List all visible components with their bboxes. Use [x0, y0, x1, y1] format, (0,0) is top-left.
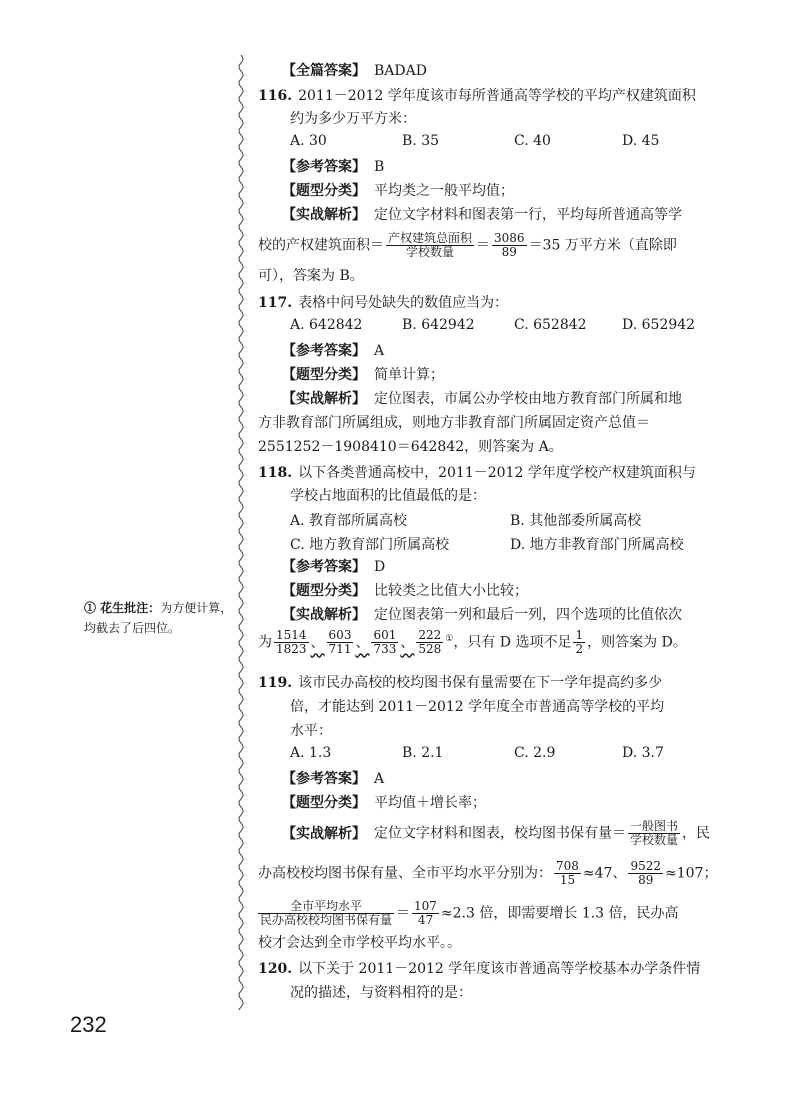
q117-option-c: C. 652842	[514, 317, 587, 333]
q118-answer	[282, 556, 385, 578]
q116-text: 2011－2012 学年度该市每所普通高等学校的平均产权建筑面积	[298, 88, 696, 104]
q116-answer-tag: 【参考答案】	[282, 159, 366, 175]
q119-option-c: C. 2.9	[514, 745, 556, 761]
q119-stem-line3: 水平：	[290, 723, 332, 739]
q118-analysis-pre: 为	[258, 634, 272, 651]
q118-type	[282, 580, 528, 602]
q116-type	[282, 180, 514, 202]
q117-analysis-line3: 2551252－1908410＝642842，则答案为 A。	[258, 439, 563, 455]
q119-fraction-city	[628, 860, 663, 887]
q119-answer	[282, 768, 384, 790]
q117-option-d: D. 652942	[622, 317, 696, 333]
fraction-denominator: 47	[417, 913, 434, 927]
fraction-denominator: 2	[575, 642, 584, 657]
q118-stem-line1	[258, 462, 696, 484]
q119-analysis-line4: 校才会达到全市学校平均水平。。	[258, 935, 461, 951]
q119-stem-line2: 倍，才能达到 2011－2012 学年度全市普通高等学校的平均	[290, 699, 665, 715]
q119-stem-line1	[258, 672, 662, 694]
q116-fraction-value	[492, 232, 527, 259]
q116-fraction-area	[386, 232, 474, 259]
fraction-denominator: 733	[373, 642, 397, 657]
q116-option-b: B. 35	[402, 133, 440, 149]
fraction-numerator: 222	[418, 628, 442, 643]
q118-ratio-list	[272, 628, 445, 657]
footnote-mark: ①	[445, 634, 454, 644]
q119-type-value: 平均值＋增长率；	[374, 795, 486, 811]
q118-number: 118.	[258, 465, 293, 481]
q119-number: 119.	[258, 675, 293, 691]
q118-option-c: C. 地方教育部门所属高校	[290, 537, 450, 553]
fraction-denominator: 89	[638, 873, 654, 887]
fraction-numerator: 全市平均水平	[258, 900, 394, 914]
q116-analysis-pre: 校的产权建筑面积＝	[258, 237, 384, 254]
q119-analysis-line3	[256, 900, 679, 927]
separator: 、	[310, 634, 325, 651]
q119-fraction-books	[628, 820, 680, 847]
q116-answer-value: B	[374, 159, 385, 175]
q119-analysis-line1	[282, 820, 710, 847]
q118-fraction-half	[573, 629, 585, 656]
q118-type-tag: 【题型分类】	[282, 583, 366, 599]
q119-option-d: D. 3.7	[622, 745, 664, 761]
q118-analysis-mid: ，只有 D 选项不足	[453, 634, 572, 651]
fraction-denominator: 711	[328, 642, 352, 657]
q119-answer-tag: 【参考答案】	[282, 771, 366, 787]
q116-stem-line1	[258, 85, 696, 107]
q119-analysis-mid: ≈47、	[582, 865, 627, 882]
page-number: 232	[70, 1012, 107, 1037]
q118-fraction-4	[416, 629, 443, 656]
q116-option-d: D. 45	[622, 133, 660, 149]
fraction-denominator: 89	[501, 245, 517, 259]
wavy-divider-line	[236, 55, 246, 1010]
fraction-numerator: 107	[414, 899, 437, 913]
q118-fraction-2	[327, 629, 354, 656]
q118-analysis-line1	[282, 604, 682, 626]
fraction-denominator: 1823	[276, 642, 307, 657]
q118-option-d: D. 地方非教育部门所属高校	[510, 537, 684, 553]
q119-fraction-ratio	[258, 900, 394, 927]
q118-analysis-text: 定位图表第一列和最后一列，四个选项的比值依次	[374, 607, 682, 623]
q120-number: 120.	[258, 961, 293, 977]
q116-analysis-line1	[282, 204, 682, 226]
q117-option-b: B. 642942	[402, 317, 475, 333]
q116-analysis-line2: 校的产权建筑面积＝ $\frac{\text{产权建筑总面积}}{\text{学校数量}}$ ＝ $\frac{3086}{89}$ ＝35 万平方米（直除即	[258, 231, 677, 259]
equals-sign: ＝	[396, 905, 411, 922]
q116-analysis-post: ＝35 万平方米（直除即	[528, 237, 677, 254]
q118-answer-value: D	[374, 559, 386, 575]
q119-option-a: A. 1.3	[290, 745, 332, 761]
q118-fraction-1	[274, 629, 309, 656]
q119-option-b: B. 2.1	[402, 745, 444, 761]
q119-analysis-line2	[258, 860, 717, 887]
q119-answer-value: A	[374, 771, 385, 787]
fraction-numerator: 产权建筑总面积	[388, 231, 473, 245]
fraction-numerator: 1	[575, 628, 584, 643]
q118-type-value: 比较类之比值大小比较；	[374, 583, 528, 599]
q118-stem-line2: 学校占地面积的比值最低的是：	[290, 488, 486, 504]
q119-analysis-pre: 定位文字材料和图表，校均图书保有量＝	[374, 825, 626, 842]
q116-option-a: A. 30	[290, 133, 327, 149]
fraction-denominator: 528	[418, 642, 442, 657]
q116-number: 116.	[258, 88, 293, 104]
fraction-denominator: 学校数量	[630, 833, 679, 847]
separator: 、	[400, 634, 415, 651]
q120-stem-line1	[258, 958, 700, 980]
q117-type	[282, 364, 444, 386]
q118-analysis-line2	[258, 628, 687, 656]
q117-option-a: A. 642842	[290, 317, 363, 333]
fraction-numerator: 一般图书	[630, 819, 679, 833]
q116-option-c: C. 40	[514, 133, 551, 149]
fraction-numerator: 1514	[276, 628, 307, 643]
q119-fraction-result	[412, 900, 439, 927]
q119-text: 该市民办高校的校均图书保有量需要在下一学年提高约多少	[298, 675, 663, 691]
q119-type-tag: 【题型分类】	[282, 795, 366, 811]
q116-analysis-text: 定位文字材料和图表第一行，平均每所普通高等学	[374, 207, 682, 223]
q117-number: 117.	[258, 295, 293, 311]
q119-analysis-pre2: 办高校校均图书保有量、全市平均水平分别为：	[258, 865, 552, 882]
q117-answer-tag: 【参考答案】	[282, 343, 366, 359]
q118-text: 以下各类普通高校中，2011－2012 学年度学校产权建筑面积与	[298, 465, 696, 481]
q117-answer	[282, 340, 384, 362]
side-note	[84, 598, 234, 638]
full-answer-value: BADAD	[374, 63, 427, 79]
q116-stem-line2: 约为多少万平方米：	[290, 111, 416, 127]
q117-type-value: 简单计算；	[374, 367, 444, 383]
q118-analysis-tag: 【实战解析】	[282, 607, 366, 623]
q118-analysis-post: ，则答案为 D。	[587, 634, 687, 651]
q117-type-tag: 【题型分类】	[282, 367, 366, 383]
q116-type-tag: 【题型分类】	[282, 183, 366, 199]
q116-analysis-line3: 可），答案为 B。	[258, 268, 364, 284]
q117-answer-value: A	[374, 343, 385, 359]
q119-fraction-private	[554, 860, 581, 887]
q118-option-b: B. 其他部委所属高校	[510, 513, 642, 529]
q116-analysis-tag: 【实战解析】	[282, 207, 366, 223]
q120-text: 以下关于 2011－2012 学年度该市普通高等学校基本办学条件情	[298, 961, 701, 977]
q119-analysis-post3: ≈2.3 倍，即需要增长 1.3 倍，民办高	[440, 905, 679, 922]
q119-type	[282, 792, 486, 814]
q119-analysis-tag: 【实战解析】	[282, 825, 366, 842]
q117-analysis-tag: 【实战解析】	[282, 391, 366, 407]
q120-stem-line2: 况的描述，与资料相符的是：	[290, 985, 472, 1001]
fraction-numerator: 603	[328, 628, 352, 643]
q118-fraction-3	[371, 629, 398, 656]
fraction-numerator: 9522	[630, 859, 661, 873]
q116-type-value: 平均类之一般平均值；	[374, 183, 514, 199]
fraction-denominator: 民办高校校均图书保有量	[260, 913, 393, 927]
q117-stem-line1	[258, 292, 508, 314]
fraction-denominator: 学校数量	[406, 245, 455, 259]
full-answer-tag: 【全篇答案】	[282, 63, 366, 79]
q117-analysis-line2: 方非教育部门所属组成，则地方非教育部门所属固定资产总值＝	[258, 415, 650, 431]
q117-text: 表格中问号处缺失的数值应当为：	[298, 295, 509, 311]
separator: 、	[355, 634, 370, 651]
q117-analysis-line1	[282, 388, 682, 410]
q119-analysis-post2: ≈107；	[665, 865, 718, 882]
fraction-numerator: 601	[373, 628, 397, 643]
side-note-text: 为方便计算，均截去了后四位。	[84, 601, 233, 635]
q118-answer-tag: 【参考答案】	[282, 559, 366, 575]
q119-analysis-post: ，民	[682, 825, 711, 842]
side-note-label: ① 花生批注：	[84, 601, 161, 615]
fraction-numerator: 3086	[494, 231, 525, 245]
q116-answer	[282, 156, 384, 178]
q118-option-a: A. 教育部所属高校	[290, 513, 408, 529]
fraction-numerator: 708	[556, 859, 579, 873]
full-answer-line	[282, 60, 427, 82]
q117-analysis-text: 定位图表，市属公办学校由地方教育部门所属和地	[374, 391, 682, 407]
fraction-denominator: 15	[559, 873, 576, 887]
